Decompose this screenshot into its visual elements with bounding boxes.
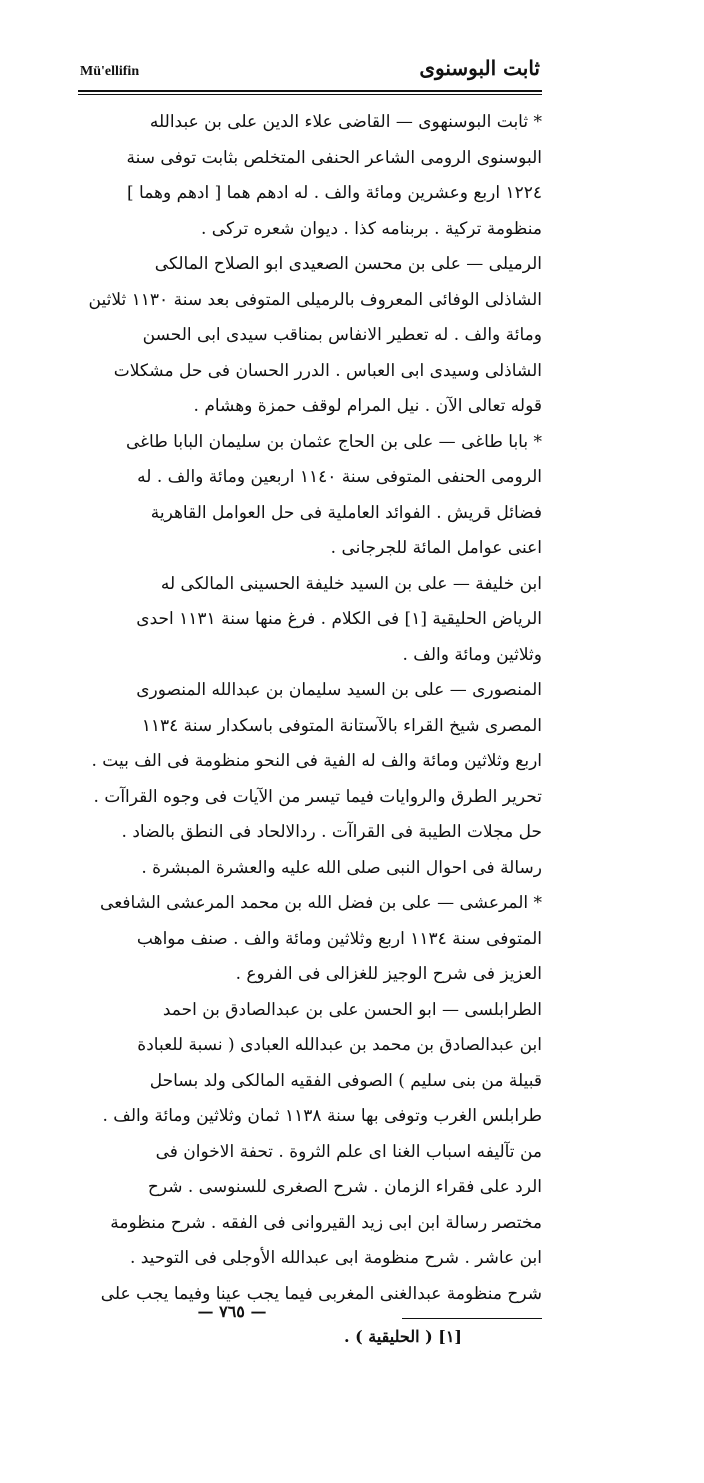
text-line: فضائل قريش . الفوائد العاملية فى حل العوامل القاهرية bbox=[150, 502, 542, 523]
header-rule-thin bbox=[78, 94, 542, 95]
text-line: ومائة والف . له تعطير الانفاس بمناقب سيدى ابى الحسن bbox=[142, 325, 542, 345]
text-line: المتوفى سنة ١١٣٤ اربع وثلاثين ومائة والف . صنف مواهب bbox=[136, 928, 542, 949]
text-line: رسالة فى احوال النبى صلى الله عليه والعشرة المبشرة . bbox=[141, 857, 542, 878]
entry bbox=[78, 673, 542, 886]
header-right-title: ثابت البوسنوى bbox=[419, 56, 540, 80]
header-left-label: Mü'ellifin bbox=[80, 64, 140, 79]
text-line: * المرعشى — على بن فضل الله بن محمد المرعشى الشافعى bbox=[100, 893, 542, 913]
text-line: منظومة تركية . بربنامه كذا . ديوان شعره تركى . bbox=[201, 218, 542, 239]
entry bbox=[78, 886, 542, 993]
text-line: الشاذلى الوفائى المعروف بالرميلى المتوفى بعد سنة ١١٣٠ ثلاثين bbox=[88, 289, 542, 310]
text-line: قبيلة من بنى سليم ) الصوفى الفقيه المالكى ولد بساحل bbox=[149, 1070, 542, 1091]
header-rule-thick bbox=[78, 90, 542, 92]
text-line: قوله تعالى الآن . نيل المرام لوقف حمزة وهشام . bbox=[193, 396, 542, 416]
running-header bbox=[78, 52, 542, 86]
text-line: البوسنوى الرومى الشاعر الحنفى المتخلص بثابت توفى سنة bbox=[126, 147, 542, 168]
footnote: [١] ( الحليقية ) . bbox=[343, 1327, 462, 1346]
text-line: المنصورى — على بن السيد سليمان بن عبدالله المنصورى bbox=[136, 680, 542, 700]
text-line: ابن عبدالصادق بن محمد بن عبدالله العبادى ( نسبة للعبادة bbox=[137, 1035, 542, 1055]
text-line: العزيز فى شرح الوجيز للغزالى فى الفروع . bbox=[235, 964, 542, 984]
text-line: الرومى الحنفى المتوفى سنة ١١٤٠ اربعين ومائة والف . له bbox=[137, 467, 542, 487]
entry bbox=[78, 105, 542, 247]
text-line: ابن خليفة — على بن السيد خليفة الحسينى المالكى له bbox=[160, 573, 542, 594]
text-line: ابن عاشر . شرح منظومة ابى عبدالله الأوجلى فى التوحيد . bbox=[129, 1248, 542, 1268]
text-line: الطرابلسى — ابو الحسن على بن عبدالصادق بن احمد bbox=[162, 999, 542, 1020]
text-line: حل مجلات الطيبة فى القراآت . ردالالحاد فى النطق بالضاد . bbox=[121, 822, 542, 842]
text-line: طرابلس الغرب وتوفى بها سنة ١١٣٨ ثمان وثلاثين ومائة والف . bbox=[102, 1106, 542, 1126]
entry bbox=[78, 567, 542, 674]
body-text bbox=[78, 105, 542, 1312]
text-line: ١٢٢٤ اربع وعشرين ومائة والف . له ادهم هما [ ادهم وهما ] bbox=[127, 183, 542, 203]
text-line: المصرى شيخ القراء بالآستانة المتوفى باسكدار سنة ١١٣٤ bbox=[141, 715, 542, 736]
text-line: اربع وثلاثين ومائة والف له الفية فى النحو منظومة فى الف بيت . bbox=[91, 751, 542, 771]
text-line: وثلاثين ومائة والف . bbox=[402, 644, 542, 665]
text-line: مختصر رسالة ابن ابى زيد القيروانى فى الفقه . شرح منظومة bbox=[110, 1212, 542, 1233]
text-line: من تآليفه اسباب الغنا اى علم الثروة . تحفة الاخوان فى bbox=[155, 1141, 542, 1162]
text-line: شرح منظومة عبدالغنى المغربى فيما يجب عينا وفيما يجب على bbox=[100, 1283, 542, 1304]
text-line: * ثابت البوسنهوى — القاضى علاء الدين على بن عبدالله bbox=[149, 112, 542, 132]
page-number: — ٧٦٥ — bbox=[197, 1302, 267, 1321]
text-line: الشاذلى وسيدى ابى العباس . الدرر الحسان فى حل مشكلات bbox=[113, 360, 542, 381]
entry bbox=[78, 425, 542, 567]
text-line: الرياض الحليقية [١] فى الكلام . فرغ منها سنة ١١٣١ احدى bbox=[136, 609, 542, 629]
page bbox=[78, 52, 542, 1346]
entry bbox=[78, 993, 542, 1313]
text-line: الرميلى — على بن محسن الصعيدى ابو الصلاح المالكى bbox=[154, 254, 542, 274]
text-line: اعنى عوامل المائة للجرجانى . bbox=[330, 538, 542, 558]
text-line: الرد على فقراء الزمان . شرح الصغرى للسنوسى . شرح bbox=[147, 1177, 542, 1197]
text-line: * بابا طاغى — على بن الحاج عثمان بن سليمان البابا طاغى bbox=[125, 431, 542, 452]
entry bbox=[78, 247, 542, 425]
text-line: تحرير الطرق والروايات فيما تيسر من الآيات فى وجوه القراآت . bbox=[93, 786, 542, 807]
